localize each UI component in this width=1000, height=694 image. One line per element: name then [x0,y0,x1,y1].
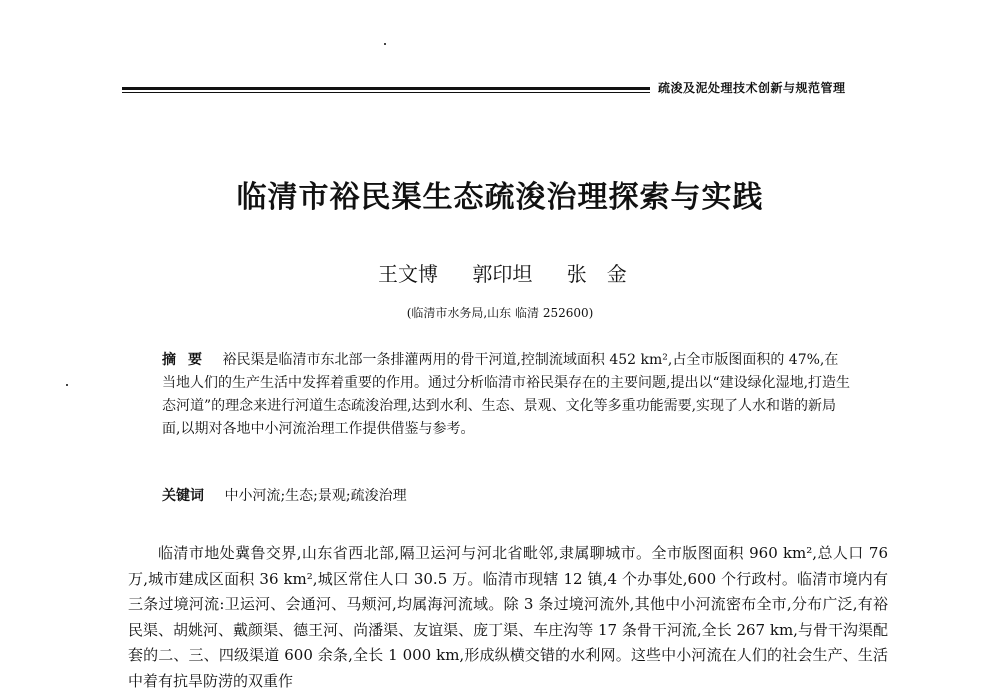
journal-section-header: 疏浚及泥处理技术创新与规范管理 [658,81,846,95]
keywords-text: 中小河流;生态;景观;疏浚治理 [224,488,407,504]
article-title: 临清市裕民渠生态疏浚治理探索与实践 [236,180,764,215]
abstract-label: 摘要 [162,352,214,368]
keywords-block [162,485,852,505]
abstract-text: 裕民渠是临清市东北部一条排灌两用的骨干河道,控制流域面积 452 km²,占全市版图面积的 47%,在当地人们的生产生活中发挥着重要的作用。通过分析临清市裕民渠存在的主要问题,提出以“建设绿化湿地,打造生态河道”的理念来进行河道生态疏浚治理,达到水利、生态、景观、文化等多重功能需要,实现了人水和谐的新局面,以期对各地中小河流治理工作提供借鉴与参考。 [162,352,851,437]
author-list [378,258,627,287]
author-name: 王文博 [378,262,438,286]
scan-speck [66,384,68,386]
keywords-label: 关键词 [162,488,204,504]
header-rule [122,87,650,93]
body-text [128,541,888,694]
affiliation: (临清市水务局,山东 临清 252600) [406,306,594,320]
abstract-block [162,349,852,441]
author-name: 郭印坦 [472,262,533,286]
scan-speck [384,43,386,45]
author-name: 张 金 [566,262,627,286]
body-paragraph: 临清市地处冀鲁交界,山东省西北部,隔卫运河与河北省毗邻,隶属聊城市。全市版图面积 960 km²,总人口 76 万,城市建成区面积 36 km²,城区常住人口 30.5 万。临清市现辖 12 镇,4 个办事处,600 个行政村。临清市境内有三条过境河流:卫运河、会通河、马颊河,均属海河流域。除 3 条过境河流外,其他中小河流密布全市,分布广泛,有裕民渠、胡姚河、戴颜渠、德王河、尚潘渠、友谊渠、庞丁渠、车庄沟等 17 条骨干河流,全长 267 km,与骨干沟渠配套的二、三、四级渠道 600 余条,全长 1 000 km,形成纵横交错的水利网。这些中小河流在人们的社会生产、生活中着有抗旱防涝的双重作 [128,544,888,690]
